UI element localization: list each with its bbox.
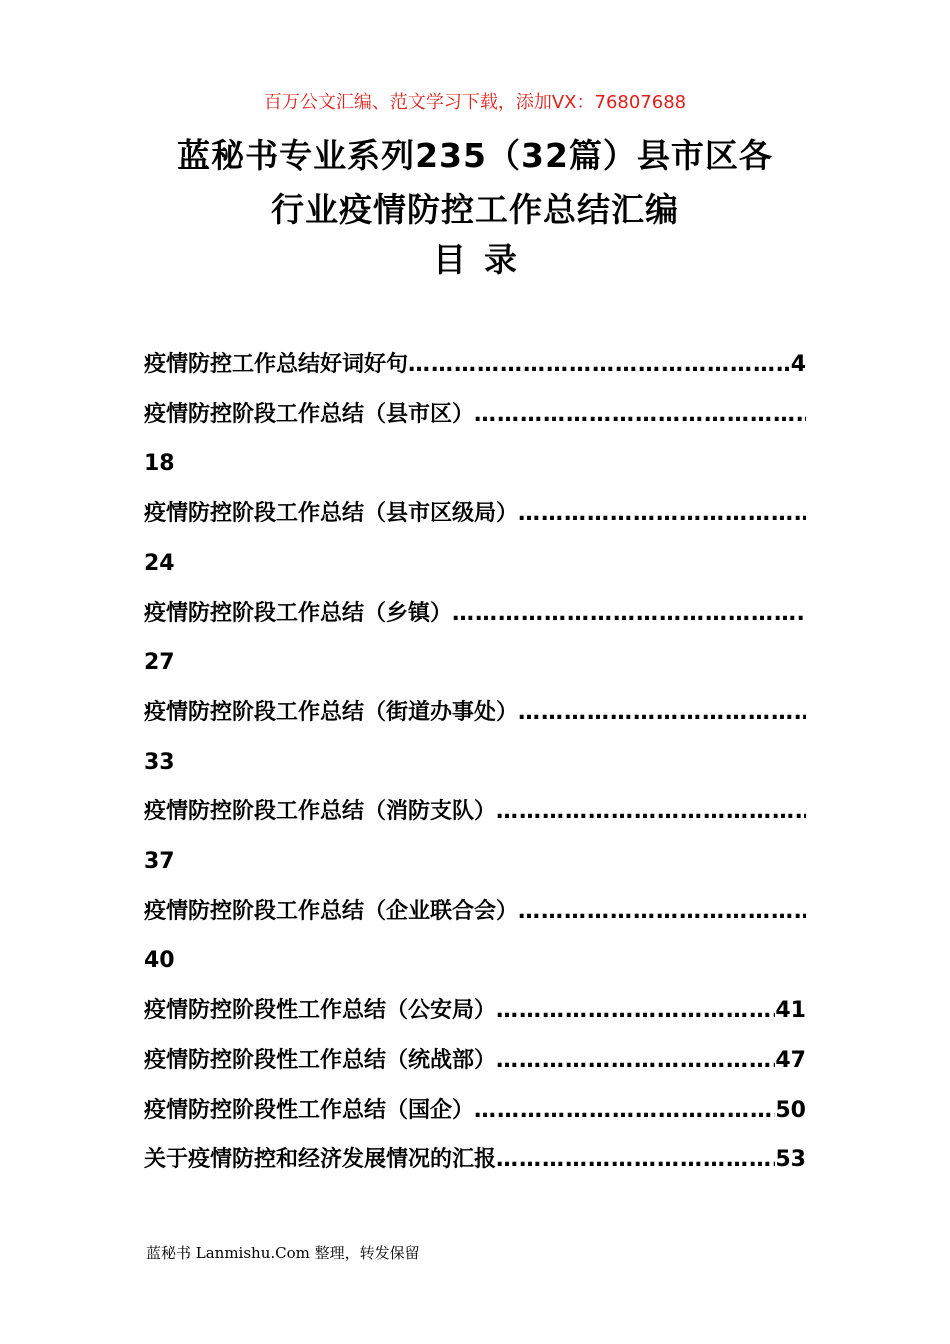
toc-entry[interactable] — [144, 589, 806, 688]
toc-entry[interactable] — [144, 340, 806, 390]
toc-entry-page: 47 — [775, 1047, 806, 1073]
toc-entry-title: 疫情防控阶段工作总结（街道办事处） — [144, 699, 519, 725]
toc-entry-page: 37 — [144, 849, 175, 875]
toc-heading: 目录 — [433, 240, 535, 279]
toc-leader-dots — [496, 787, 806, 837]
toc-entry[interactable] — [144, 489, 806, 588]
toc-entry-title: 关于疫情防控和经济发展情况的汇报 — [144, 1147, 497, 1173]
toc-entry[interactable] — [144, 390, 806, 489]
toc-entry-page: 4 — [790, 352, 806, 377]
toc-entry-title: 疫情防控阶段工作总结（县市区级局） — [144, 501, 519, 527]
document-title-line-2: 行业疫情防控工作总结汇编 — [271, 190, 679, 229]
toc-entry-page: 27 — [144, 650, 175, 676]
toc-entry[interactable] — [144, 1086, 806, 1136]
toc-entry-page: 50 — [775, 1097, 806, 1123]
toc-entry-title: 疫情防控阶段性工作总结（国企） — [144, 1097, 475, 1123]
toc-entry-title: 疫情防控阶段工作总结（企业联合会） — [144, 898, 519, 924]
toc-entry-title: 疫情防控工作总结好词好句 — [144, 352, 409, 377]
toc-entry-page: 40 — [144, 948, 175, 974]
toc-leader-dots — [518, 489, 806, 539]
toc-entry[interactable] — [144, 1135, 806, 1185]
toc-leader-dots — [496, 1036, 775, 1086]
toc-entry-title: 疫情防控阶段性工作总结（公安局） — [144, 998, 497, 1024]
toc-entry-page: 24 — [144, 550, 175, 576]
toc-leader-dots — [518, 887, 806, 937]
toc-entry-page: 33 — [144, 749, 175, 775]
toc-entry-title: 疫情防控阶段工作总结（乡镇） — [144, 600, 453, 626]
toc-entry[interactable] — [144, 688, 806, 787]
toc-entry[interactable] — [144, 887, 806, 986]
toc-entry-page: 41 — [775, 998, 806, 1024]
page-footer: 蓝秘书 Lanmishu.Com 整理，转发保留 — [146, 1244, 420, 1262]
toc-leader-dots — [474, 1086, 775, 1136]
toc-entry[interactable] — [144, 986, 806, 1036]
toc-leader-dots — [474, 390, 806, 440]
toc-entry-page: 18 — [144, 451, 175, 477]
toc-entry-page: 53 — [775, 1147, 806, 1173]
promo-banner: 百万公文汇编、范文学习下载，添加VX：76807688 — [263, 92, 687, 113]
toc-entry-title: 疫情防控阶段工作总结（消防支队） — [144, 799, 497, 825]
toc-leader-dots — [518, 688, 806, 738]
toc-entry-title: 疫情防控阶段工作总结（县市区） — [144, 401, 475, 427]
toc-entry-title: 疫情防控阶段性工作总结（统战部） — [144, 1047, 497, 1073]
toc-entry[interactable] — [144, 1036, 806, 1086]
table-of-contents — [144, 340, 806, 1185]
toc-leader-dots — [496, 1135, 775, 1185]
toc-leader-dots — [408, 340, 791, 390]
document-title-line-1: 蓝秘书专业系列235（32篇）县市区各 — [177, 136, 773, 175]
toc-leader-dots — [452, 589, 806, 639]
toc-leader-dots — [496, 986, 775, 1036]
toc-entry[interactable] — [144, 787, 806, 886]
